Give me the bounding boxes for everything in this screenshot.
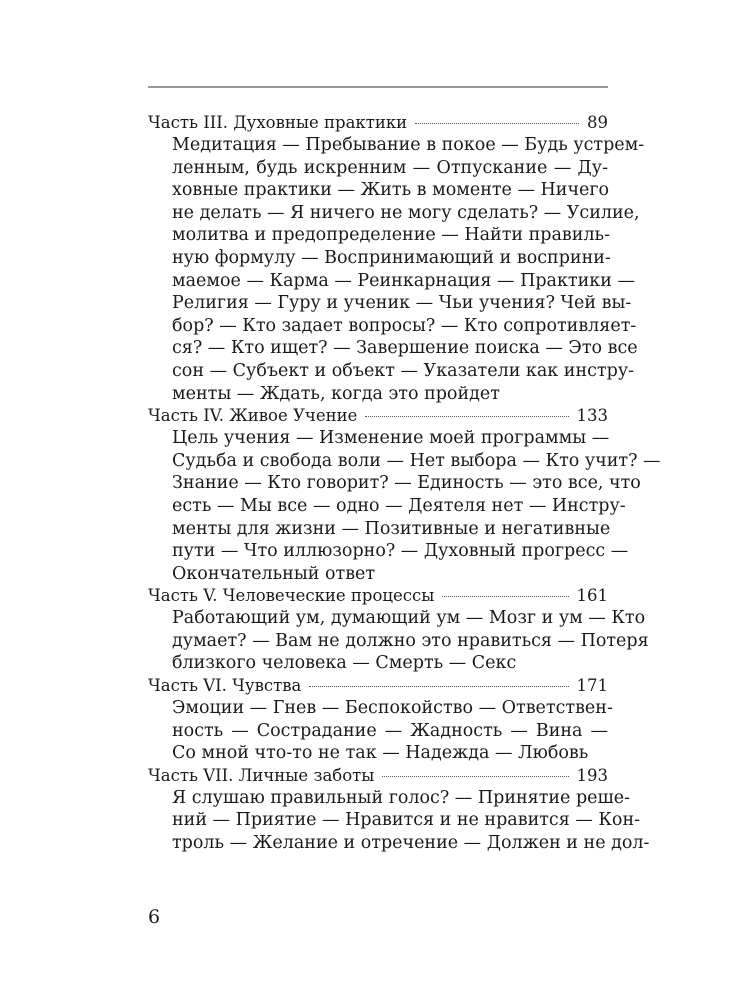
toc-description-line: Знание — Кто говорит? — Единость — это все, что	[172, 473, 641, 494]
dot-leader	[365, 416, 568, 417]
toc-description-line: Окончательный ответ	[172, 563, 376, 584]
toc-description-line: думает? — Вам не должно это нравиться — Потеря	[172, 630, 649, 651]
toc-entry	[148, 765, 650, 855]
toc-part-title: Часть VII. Личные заботы	[148, 765, 375, 785]
toc-description-line: молитва и предопределение — Найти правиль-	[172, 225, 610, 246]
top-rule	[148, 86, 608, 88]
toc-heading	[148, 112, 608, 134]
toc-description-line: менты для жизни — Позитивные и негативные	[172, 518, 611, 539]
toc-description	[148, 787, 650, 855]
toc-description-line: Цель учения — Изменение моей программы —	[172, 428, 610, 449]
toc-description-line: ленным, будь искренним — Отпускание — Ду-	[172, 157, 608, 178]
toc-description	[148, 427, 661, 585]
toc-entry	[148, 112, 645, 405]
toc-description-line: маемое — Карма — Реинкарнация — Практики —	[172, 270, 635, 291]
dot-leader	[442, 596, 568, 597]
toc-description-line: Судьба и свобода воли — Нет выбора — Кто учит? —	[172, 450, 661, 471]
toc-description-line: пути — Что иллюзорно? — Духовный прогресс —	[172, 541, 629, 562]
toc-heading	[148, 675, 608, 697]
toc-description-line: ную формулу — Воспринимающий и восприни-	[172, 247, 611, 268]
toc-description-line: сон — Субъект и объект — Указатели как инстру-	[172, 360, 635, 381]
toc-description-line: Со мной что-то не так — Надежда — Любовь	[172, 743, 589, 764]
toc-description-line: менты — Ждать, когда это пройдет	[172, 383, 500, 404]
toc-part-title: Часть III. Духовные практики	[148, 113, 408, 132]
toc-description	[148, 134, 645, 405]
toc-description-line: троль — Желание и отречение — Должен и не дол-	[172, 833, 650, 854]
toc-description	[148, 607, 649, 675]
toc-description-line: ся? — Кто ищет? — Завершение поиска — Это все	[172, 338, 638, 359]
toc-page-number: 171	[576, 676, 608, 696]
toc-description-line: ний — Приятие — Нравится и не нравится — Кон-	[172, 810, 641, 831]
toc-description-line: близкого человека — Смерть — Секс	[172, 653, 517, 674]
toc-part-title: Часть VI. Чувства	[148, 676, 302, 696]
toc-entry	[148, 405, 661, 585]
toc-page-number: 89	[587, 113, 608, 132]
toc-heading	[148, 585, 608, 607]
page-number: 6	[148, 906, 161, 928]
toc-entry	[148, 675, 613, 765]
toc-description-line: ность — Сострадание — Жадность — Вина —	[172, 720, 608, 741]
toc-page-number: 133	[576, 406, 608, 426]
toc-description-line: есть — Мы все — одно — Деятеля нет — Инстру-	[172, 495, 626, 516]
toc-description	[148, 697, 613, 765]
toc-description-line: Работающий ум, думающий ум — Мозг и ум — Кто	[172, 608, 646, 629]
toc-part-title: Часть IV. Живое Учение	[148, 406, 358, 426]
toc-entry	[148, 585, 649, 675]
toc-page-number: 193	[576, 765, 608, 785]
toc-part-title: Часть V. Человеческие процессы	[148, 586, 435, 606]
toc-description-line: бор? — Кто задает вопросы? — Кто сопротивляет-	[172, 315, 637, 336]
toc-heading	[148, 405, 608, 427]
toc-description-line: Религия — Гуру и ученик — Чьи учения? Чей вы-	[172, 293, 632, 314]
dot-leader	[382, 776, 568, 777]
dot-leader	[415, 123, 579, 124]
table-of-contents	[148, 112, 661, 855]
dot-leader	[309, 686, 568, 687]
toc-description-line: Я слушаю правильный голос? — Принятие реше-	[172, 787, 631, 808]
toc-heading	[148, 765, 608, 787]
toc-description-line: Медитация — Пребывание в покое — Будь устрем-	[172, 135, 645, 155]
toc-page-number: 161	[576, 586, 608, 606]
toc-description-line: Эмоции — Гнев — Беспокойство — Ответствен-	[172, 698, 613, 719]
toc-description-line: не делать — Я ничего не могу сделать? — Усилие,	[172, 202, 640, 223]
toc-description-line: ховные практики — Жить в моменте — Ничего	[172, 180, 610, 201]
